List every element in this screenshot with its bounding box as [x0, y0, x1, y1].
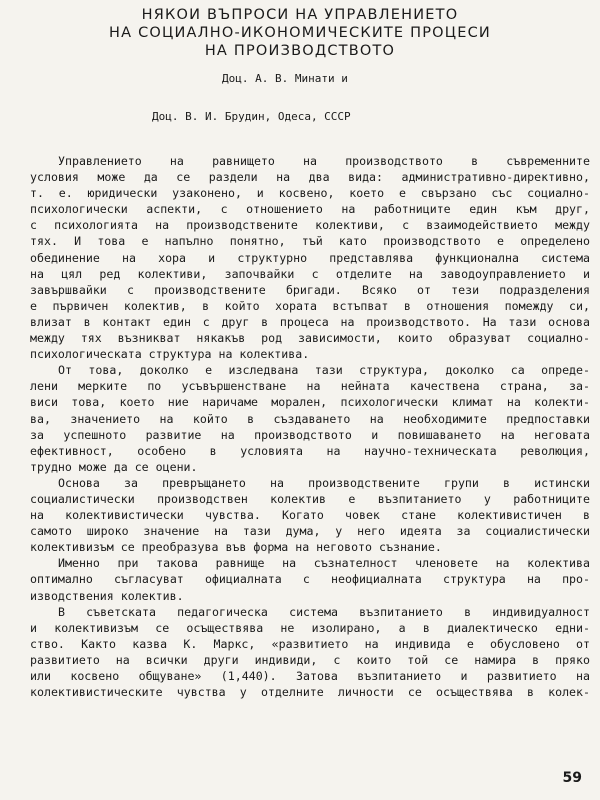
body-line: влизат в контакт един с друг в процеса на производството. На тази основа	[30, 314, 590, 329]
body-line: виси това, което ние наричаме морален, психологически климат на колекти-	[30, 395, 590, 410]
body-line: социалистически производствен колектив е възпитанието у работниците	[30, 491, 590, 506]
body-line: с психологията на производствените колективи, с взаимодействието между	[30, 218, 590, 233]
body-line: развитието на всички други индивиди, с които той се намира в пряко	[30, 652, 590, 667]
body-line: психологическата структура на колектива.	[30, 347, 310, 362]
body-line: условия може да се раздели на два вида: административно-директивно,	[30, 170, 590, 185]
body-line: ство. Както казва К. Маркс, «развитието на индивида е обусловено от	[30, 636, 590, 651]
body-line: психологически аспекти, с отношението на работниците един към друг,	[30, 202, 590, 217]
body-line: Управлението на равнището на производството в съвременните	[58, 154, 590, 168]
body-line: колективизъм се преобразува във форма на неговото съзнание.	[30, 540, 442, 555]
body-line: тях. И това е напълно понятно, тъй като производството е определено	[30, 234, 590, 249]
body-line: обединение на хора и структурно представлява функционална система	[30, 250, 590, 265]
body-line: колективистическите чувства у отделните личности се осъществява в колек-	[30, 685, 590, 700]
article-body	[30, 153, 590, 700]
body-line: е първичен колектив, в който хората встъпват в отношения помежду си,	[30, 298, 590, 313]
body-line: Основа за превръщането на производствените групи в истински	[58, 475, 590, 490]
body-line: за успешното развитие на производството и повишаването на неговата	[30, 427, 590, 442]
title-line-3: НА ПРОИЗВОДСТВОТО	[204, 43, 396, 59]
body-line: трудно може да се оцени.	[30, 459, 198, 474]
author-1: Доц. А. В. Минати и	[222, 72, 348, 85]
article-title	[60, 6, 540, 60]
body-line: изводствения колектив.	[30, 588, 184, 603]
body-line: на цял ред колективи, започвайки с отделите на заводоуправлението и	[30, 266, 590, 281]
body-line: Именно при такова равнище на съзнателност членовете на колектива	[58, 556, 590, 571]
body-line: на колективистически чувства. Когато човек стане колективистичен в	[30, 508, 590, 523]
body-line: т. е. юридически узаконено, и косвено, което е свързано със социално-	[30, 186, 590, 201]
title-line-2: НА СОЦИАЛНО-ИКОНОМИЧЕСКИТЕ ПРОЦЕСИ	[109, 25, 491, 41]
body-line: От това, доколко е изследвана тази структура, доколко са опреде-	[58, 363, 590, 378]
author-2: Доц. В. И. Брудин, Одеса, СССР	[152, 110, 351, 123]
body-line: оптимално съгласуват официалната с неофициалната структура на про-	[30, 572, 590, 587]
body-line: ефективност, особено в условията на научно-техническата революция,	[30, 443, 590, 458]
body-line: или косвено общуване» (1,440). Затова възпитанието и развитието на	[30, 669, 590, 683]
body-line: завършвайки с производствените бригади. Всяко от тези подразделения	[30, 282, 590, 297]
title-line-1: НЯКОИ ВЪПРОСИ НА УПРАВЛЕНИЕТО	[141, 7, 459, 23]
body-line: В съветската педагогическа система възпитанието в индивидуалност	[58, 604, 590, 619]
body-line: лени мерките по усъвършенстване на нейната качествена страна, за-	[30, 379, 590, 394]
body-line: и колективизъм се осъществява не изолирано, а в диалектическо едни-	[30, 620, 590, 635]
body-line: между тях възникват някакъв род зависимости, които образуват социално-	[30, 331, 590, 346]
page-number: 59	[562, 770, 582, 786]
body-line: самото широко значение на тази дума, у него идеята за социалистически	[30, 524, 590, 539]
body-line: ва, значението на който в създаването на необходимите предпоставки	[30, 411, 590, 426]
